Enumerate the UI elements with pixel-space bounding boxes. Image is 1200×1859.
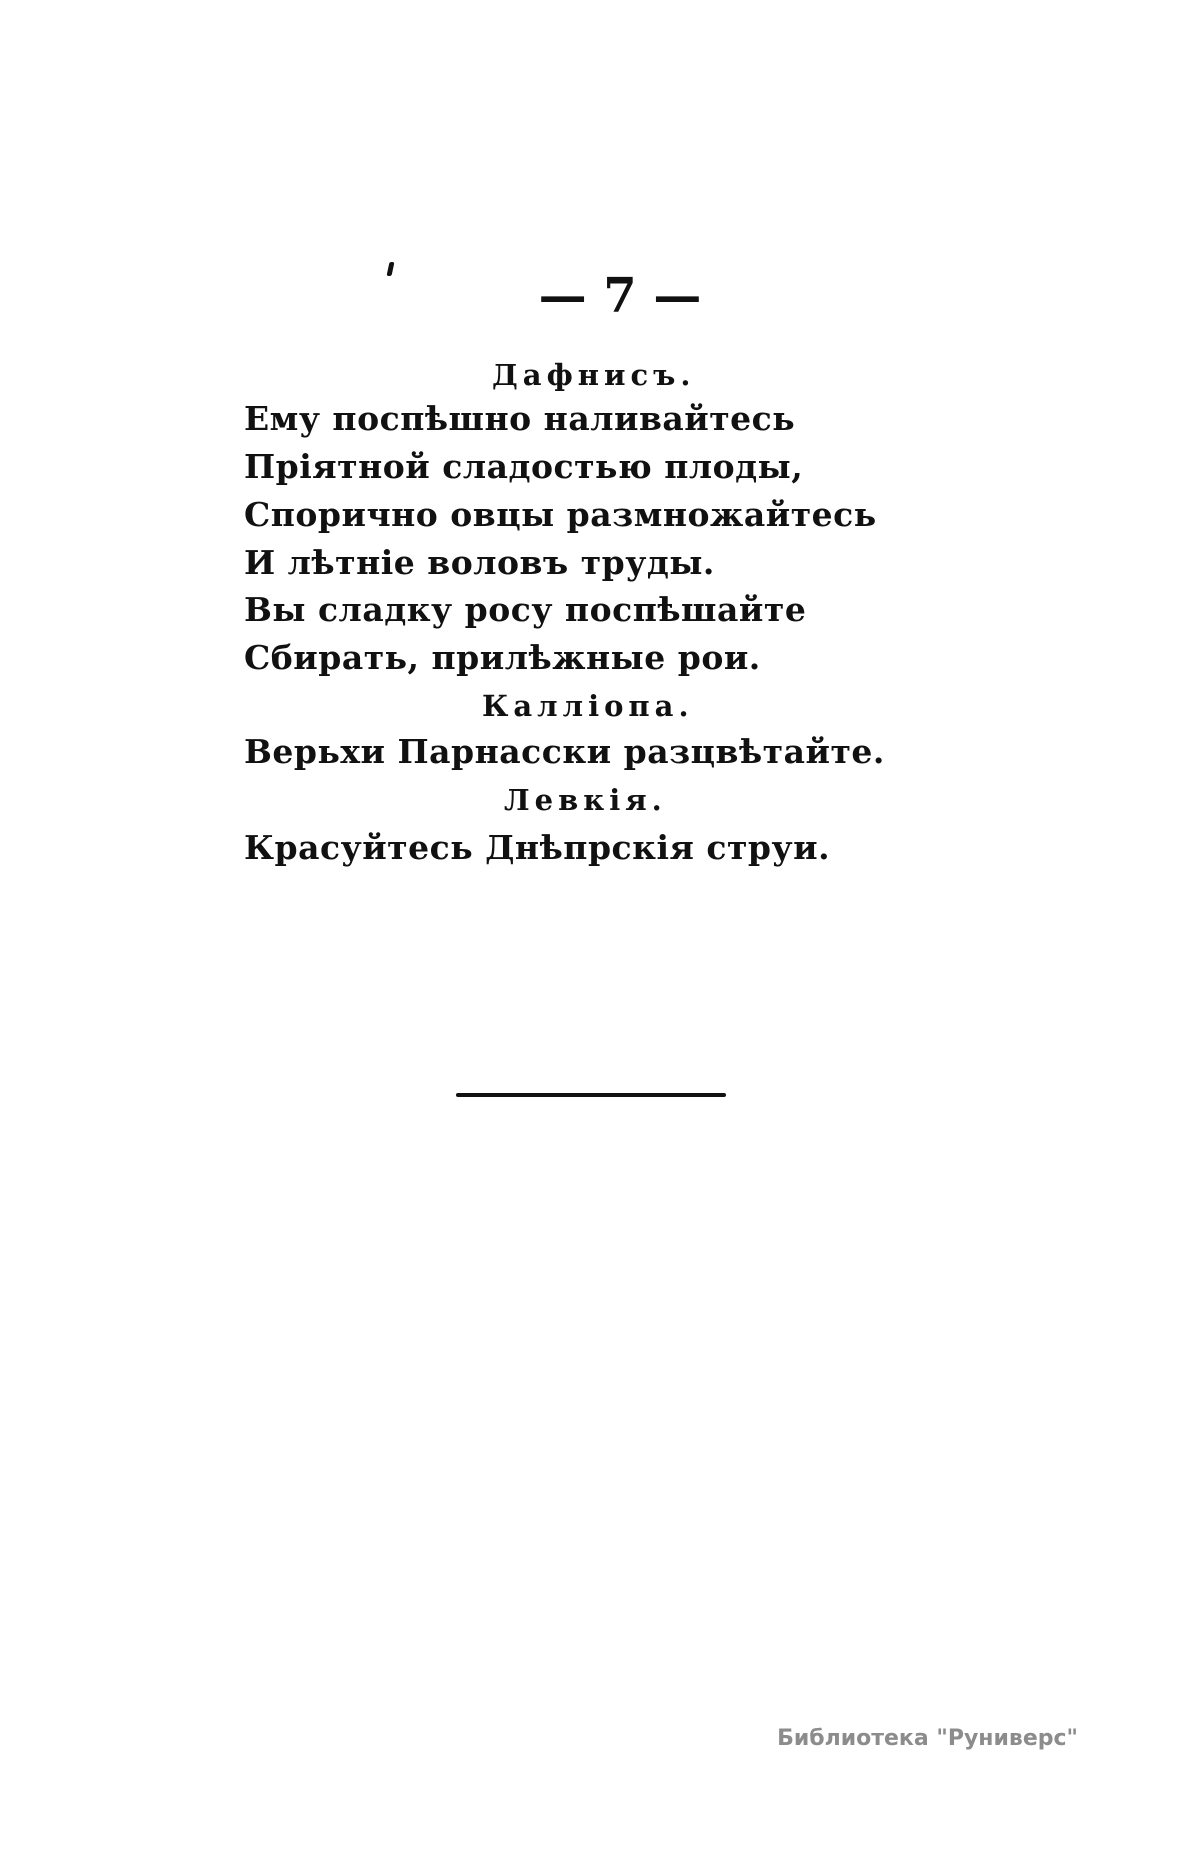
end-rule (456, 1093, 726, 1097)
speaker-calliope: Каллiопа. (482, 689, 694, 723)
page-number: — 7 — (538, 268, 702, 324)
print-mark (387, 262, 395, 276)
verse-line: Вы сладку росу поспѣшайте (244, 590, 807, 629)
verse-line: Сбирать, прилѣжные рои. (244, 638, 761, 677)
verse-line: Красуйтесь Днѣпрскія струи. (244, 828, 831, 867)
verse-line: Верьхи Парнасски разцвѣтайте. (244, 732, 885, 771)
verse-line: Пріятной сладостью плоды, (244, 447, 804, 486)
speaker-daphnis: Дафнисъ. (492, 358, 696, 392)
library-credit: Библиотека "Руниверс" (777, 1726, 1078, 1751)
speaker-levkia: Левкія. (504, 783, 667, 817)
verse-line: Спорично овцы размножайтесь (244, 495, 877, 534)
verse-line: И лѣтніе воловъ труды. (244, 543, 715, 582)
verse-line: Ему поспѣшно наливайтесь (244, 399, 796, 438)
